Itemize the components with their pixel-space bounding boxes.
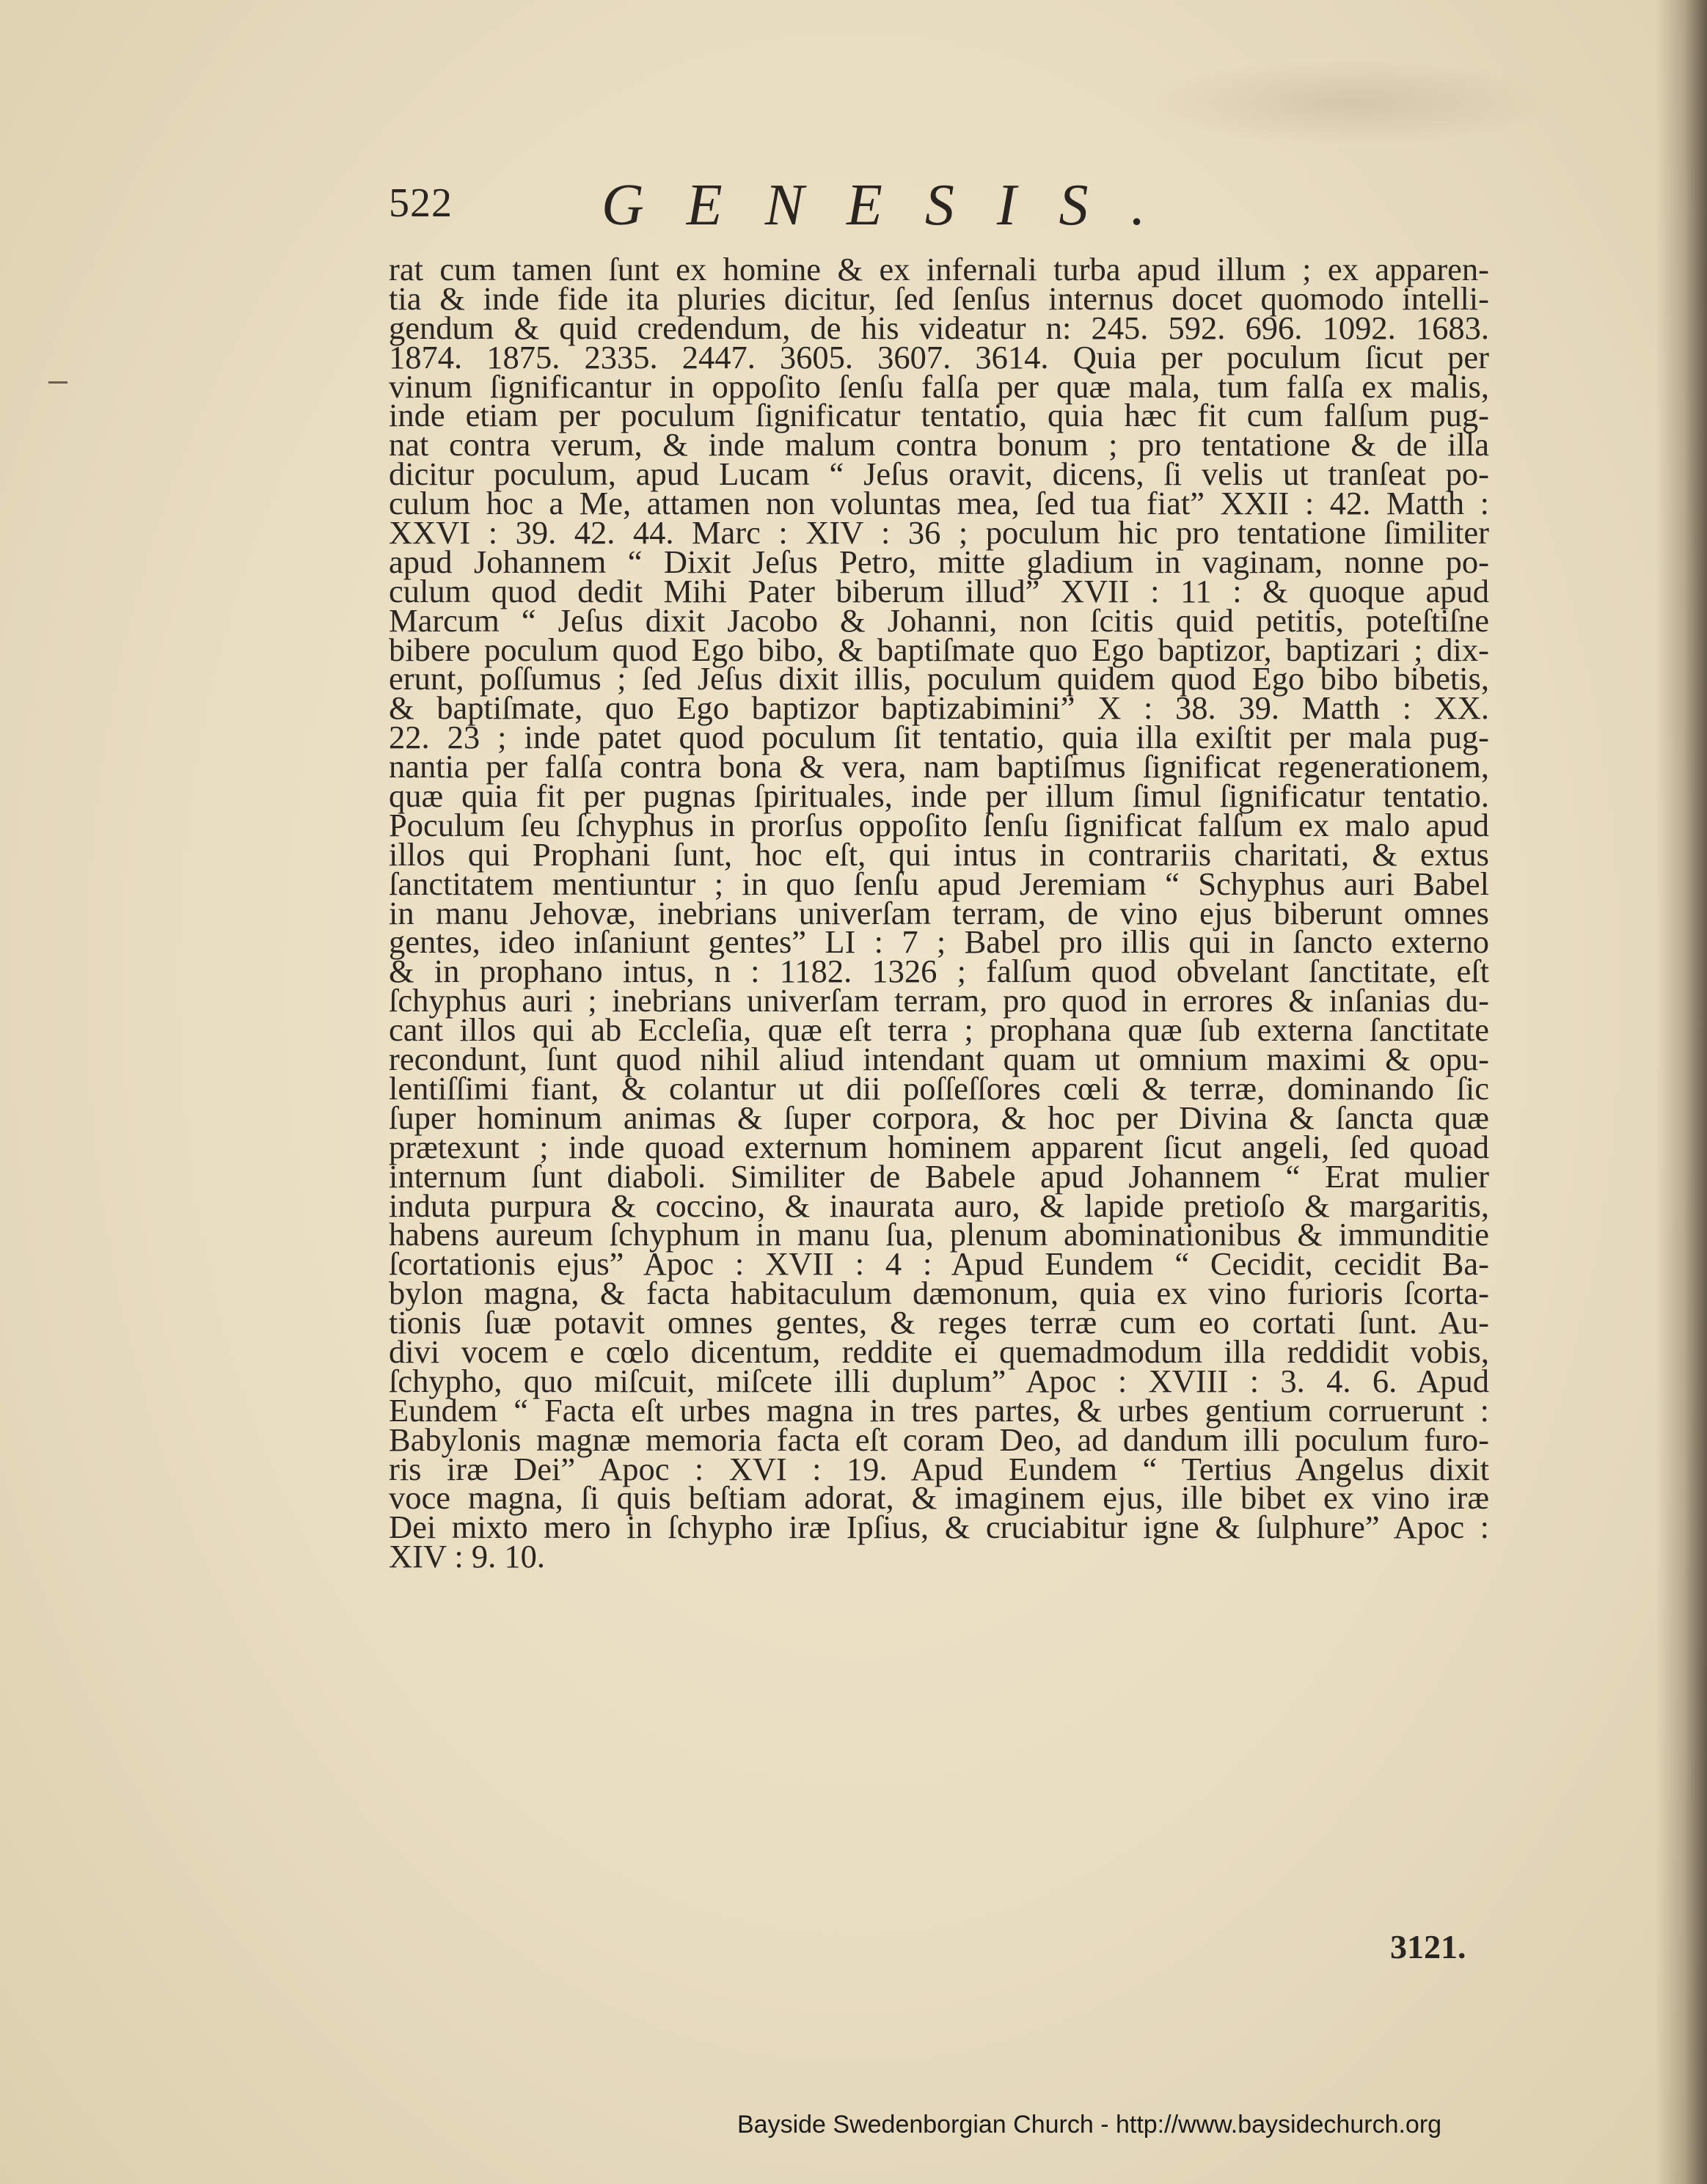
text-line: gendum & quid credendum, de his videatur n: 245. 592. 696. 1092. 1683. [389, 309, 1489, 346]
text-line: recondunt, ſunt quod nihil aliud intendant quam ut omnium maximi & opu- [389, 1041, 1489, 1078]
text-line: gentes, ideo inſaniunt gentes” LI : 7 ; Babel pro illis qui in ſancto externo [389, 923, 1489, 961]
text-line: quæ quia fit per pugnas ſpirituales, inde per illum ſimul ſignificatur tentatio. [389, 777, 1489, 815]
text-line: ſchypho, quo miſcuit, miſcete illi duplum” Apoc : XVIII : 3. 4. 6. Apud [389, 1362, 1489, 1399]
show-through-stain [1144, 59, 1555, 147]
margin-mark [48, 381, 67, 384]
text-line: & baptiſmate, quo Ego baptizor baptizabimini” X : 38. 39. Matth : XX. [389, 689, 1489, 727]
text-line: ſcortationis ejus” Apoc : XVII : 4 : Apud Eundem “ Cecidit, cecidit Ba- [389, 1245, 1489, 1283]
text-line: cant illos qui ab Eccleſia, quæ eſt terra ; prophana quæ ſub externa ſanctitate [389, 1011, 1489, 1049]
text-line: illos qui Prophani ſunt, hoc eſt, qui intus in contrariis charitati, & extus [389, 835, 1489, 873]
text-line: XIV : 9. 10. [389, 1538, 546, 1575]
text-line: rat cum tamen ſunt ex homine & ex infernali turba apud illum ; ex apparen- [389, 251, 1489, 287]
text-line: vinum ſignificantur in oppoſito ſenſu falſa per quæ mala, tum falſa ex malis, [389, 367, 1489, 405]
text-line: induta purpura & coccino, & inaurata auro, & lapide pretioſo & margaritis, [389, 1187, 1489, 1224]
text-line: bylon magna, & facta habitaculum dæmonum, quia ex vino furioris ſcorta- [389, 1275, 1489, 1312]
page-header [389, 173, 1306, 246]
text-line: ſanctitatem mentiuntur ; in quo ſenſu apud Jeremiam “ Schyphus auri Babel [389, 865, 1489, 902]
text-line: 1874. 1875. 2335. 2447. 3605. 3607. 3614. Quia per poculum ſicut per [389, 338, 1489, 375]
text-line: culum quod dedit Mihi Pater biberum illud” XVII : 11 : & quoque apud [389, 572, 1489, 609]
text-line: divi vocem e cœlo dicentum, reddite ei quemadmodum illa reddidit vobis, [389, 1333, 1489, 1370]
text-line: & in prophano intus, n : 1182. 1326 ; falſum quod obvelant ſanctitate, eſt [389, 953, 1489, 990]
watermark-credit: Bayside Swedenborgian Church - http://www.baysidechurch.org [737, 2111, 1442, 2139]
text-line: tionis ſuæ potavit omnes gentes, & reges terræ cum eo cortati ſunt. Au- [389, 1304, 1489, 1341]
text-line: lentiſſimi fiant, & colantur ut dii poſſeſſores cœli & terræ, dominando ſic [389, 1069, 1489, 1107]
text-line: habens aureum ſchyphum in manu ſua, plenum abominationibus & immunditie [389, 1216, 1489, 1253]
page-number: 522 [389, 180, 453, 226]
text-line: ſuper hominum animas & ſuper corpora, & hoc per Divina & ſancta quæ [389, 1099, 1489, 1136]
text-line: erunt, poſſumus ; ſed Jeſus dixit illis, poculum quidem quod Ego bibo bibetis, [389, 660, 1489, 697]
text-line: Marcum “ Jeſus dixit Jacobo & Johanni, non ſcitis quid petitis, poteſtiſne [389, 601, 1489, 639]
catchword: 3121. [1390, 1928, 1466, 1965]
text-line: bibere poculum quod Ego bibo, & baptiſmate quo Ego baptizor, baptizari ; dix- [389, 631, 1489, 668]
text-line: tia & inde fide ita pluries dicitur, ſed ſenſus internus docet quomodo intelli- [389, 279, 1489, 317]
text-line: prætexunt ; inde quoad externum hominem apparent ſicut angeli, ſed quoad [389, 1128, 1489, 1165]
text-line: internum ſunt diaboli. Similiter de Babele apud Johannem “ Erat mulier [389, 1157, 1489, 1195]
text-line: 22. 23 ; inde patet quod poculum ſit tentatio, quia illa exiſtit per mala pug- [389, 719, 1489, 756]
page-edge-shadow [1656, 0, 1707, 2184]
text-line: dicitur poculum, apud Lucam “ Jeſus oravit, dicens, ſi velis ut tranſeat po- [389, 455, 1489, 493]
text-line: inde etiam per poculum ſignificatur tentatio, quia hæc fit cum falſum pug- [389, 397, 1489, 434]
text-line: Eundem “ Facta eſt urbes magna in tres partes, & urbes gentium corruerunt : [389, 1391, 1489, 1429]
text-line: nat contra verum, & inde malum contra bonum ; pro tentatione & de illa [389, 426, 1489, 463]
text-line: ſchyphus auri ; inebrians univerſam terram, pro quod in errores & inſanias du- [389, 982, 1489, 1019]
running-head: GENESIS. [602, 173, 1188, 238]
text-line: nantia per falſa contra bona & vera, nam baptiſmus ſignificat regenerationem, [389, 748, 1489, 785]
body-text [389, 251, 1489, 1575]
text-line: XXVI : 39. 42. 44. Marc : XIV : 36 ; poculum hic pro tentatione ſimiliter [389, 514, 1489, 552]
text-line: Poculum ſeu ſchyphus in prorſus oppoſito ſenſu ſignificat falſum ex malo apud [389, 806, 1489, 843]
text-line: ris iræ Dei” Apoc : XVI : 19. Apud Eundem “ Tertius Angelus dixit [389, 1450, 1489, 1487]
text-line: Babylonis magnæ memoria facta eſt coram Deo, ad dandum illi poculum furo- [389, 1421, 1489, 1458]
text-line: apud Johannem “ Dixit Jeſus Petro, mitte gladium in vaginam, nonne po- [389, 543, 1489, 580]
text-line: voce magna, ſi quis beſtiam adorat, & imaginem ejus, ille bibet ex vino iræ [389, 1479, 1489, 1517]
text-line: culum hoc a Me, attamen non voluntas mea, ſed tua fiat” XXII : 42. Matth : [389, 485, 1489, 522]
text-line: Dei mixto mero in ſchypho iræ Ipſius, & cruciabitur igne & ſulphure” Apoc : [389, 1509, 1489, 1546]
text-line: in manu Jehovæ, inebrians univerſam terram, de vino ejus biberunt omnes [389, 894, 1489, 931]
